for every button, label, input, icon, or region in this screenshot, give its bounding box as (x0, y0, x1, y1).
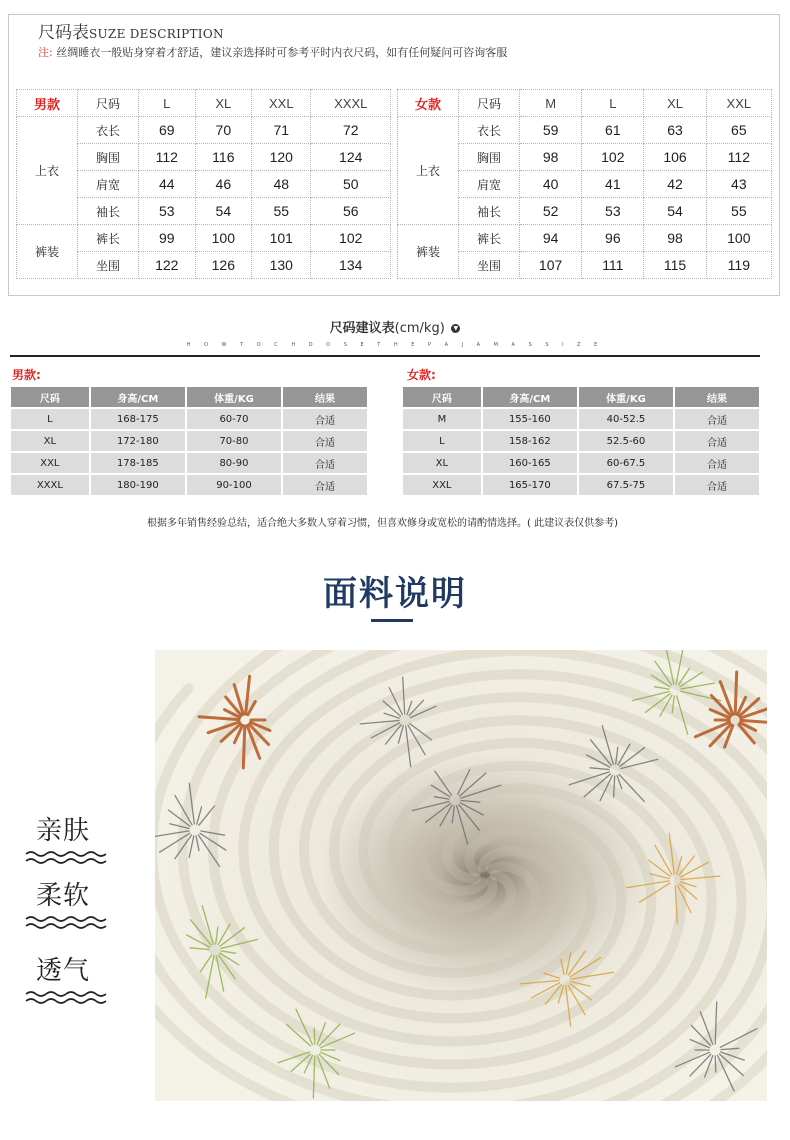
table-row (17, 225, 391, 252)
measure-value: 116 (195, 144, 252, 171)
measure-label: 坐围 (78, 252, 139, 279)
measure-value: 106 (644, 144, 706, 171)
column-header: 结果 (283, 387, 367, 407)
recommendation-note: 根据多年销售经验总结，适合绝大多数人穿着习惯，但喜欢修身或宽松的请酌情选择。( 此建议表仅供参考) (147, 518, 618, 529)
measure-value: 122 (139, 252, 196, 279)
measure-value: 112 (139, 144, 196, 171)
size-column-header: L (139, 90, 196, 117)
measure-value: 48 (252, 171, 311, 198)
table-cell: 67.5-75 (579, 475, 673, 495)
table-cell: 172-180 (91, 431, 185, 451)
size-note-label: 注: (38, 46, 53, 59)
women-recommendation-label: 女款: (407, 368, 436, 382)
measure-value: 52 (520, 198, 582, 225)
table-cell: 155-160 (483, 409, 577, 429)
fabric-title-underline (371, 619, 413, 622)
women-recommendation-table (401, 385, 761, 497)
table-cell: XXL (403, 475, 481, 495)
feature-label: 透气 (36, 956, 91, 986)
size-chart-title-cn: 尺码表 (38, 23, 89, 43)
measure-value: 61 (582, 117, 644, 144)
table-cell: 合适 (283, 431, 367, 451)
table-row (11, 431, 367, 451)
measure-value: 126 (195, 252, 252, 279)
column-header: 体重/KG (187, 387, 281, 407)
feature-item (24, 875, 114, 932)
measure-value: 55 (252, 198, 311, 225)
table-cell: 168-175 (91, 409, 185, 429)
size-column-header: XL (195, 90, 252, 117)
table-row (398, 225, 772, 252)
measure-value: 63 (644, 117, 706, 144)
table-row (17, 117, 391, 144)
table-cell: XXXL (11, 475, 89, 495)
size-column-header: XXL (252, 90, 311, 117)
size-note-text: 丝绸睡衣一般贴身穿着才舒适，建议亲选择时可参考平时内衣尺码，如有任何疑问可咨询客服 (56, 46, 508, 59)
measure-value: 100 (706, 225, 771, 252)
table-cell: L (11, 409, 89, 429)
wave-icon (24, 849, 110, 867)
women-size-table (397, 89, 772, 279)
measure-label: 衣长 (78, 117, 139, 144)
recommendation-subtitle: H O W T O C H O O S E T H E P A J A M A S S I Z E (186, 342, 604, 348)
table-cell: 178-185 (91, 453, 185, 473)
measure-value: 112 (706, 144, 771, 171)
measure-value: 130 (252, 252, 311, 279)
measure-value: 69 (139, 117, 196, 144)
wave-icon (24, 989, 110, 1007)
size-chart-title-en: SUZE DESCRIPTION (89, 27, 224, 41)
measure-value: 40 (520, 171, 582, 198)
table-cell: 165-170 (483, 475, 577, 495)
gender-label: 男款 (17, 90, 78, 117)
measure-label: 胸围 (459, 144, 520, 171)
measure-label: 袖长 (78, 198, 139, 225)
feature-label: 柔软 (36, 881, 91, 911)
measure-value: 102 (311, 225, 391, 252)
size-header-cell: 尺码 (78, 90, 139, 117)
measure-label: 裤长 (459, 225, 520, 252)
size-column-header: M (520, 90, 582, 117)
column-header: 身高/CM (483, 387, 577, 407)
measure-value: 94 (520, 225, 582, 252)
measure-value: 65 (706, 117, 771, 144)
measure-value: 53 (139, 198, 196, 225)
table-cell: 52.5-60 (579, 431, 673, 451)
measure-label: 衣长 (459, 117, 520, 144)
table-cell: 158-162 (483, 431, 577, 451)
measure-value: 42 (644, 171, 706, 198)
recommendation-unit: (cm/kg) (394, 321, 445, 336)
measure-value: 59 (520, 117, 582, 144)
measure-value: 44 (139, 171, 196, 198)
measure-value: 120 (252, 144, 311, 171)
table-cell: 70-80 (187, 431, 281, 451)
measure-value: 41 (582, 171, 644, 198)
table-row (403, 431, 759, 451)
table-cell: 合适 (283, 475, 367, 495)
arrow-down-circle-icon: ▼ (451, 324, 460, 333)
recommendation-divider (10, 355, 760, 357)
measure-value: 72 (311, 117, 391, 144)
gender-label: 女款 (398, 90, 459, 117)
measure-value: 54 (195, 198, 252, 225)
measure-value: 115 (644, 252, 706, 279)
fabric-swirl-image (155, 650, 767, 1101)
size-column-header: XL (644, 90, 706, 117)
table-cell: 60-70 (187, 409, 281, 429)
feature-item (24, 950, 114, 1007)
table-row (11, 475, 367, 495)
table-cell: XXL (11, 453, 89, 473)
measure-value: 56 (311, 198, 391, 225)
measure-label: 袖长 (459, 198, 520, 225)
measure-value: 100 (195, 225, 252, 252)
table-cell: XL (11, 431, 89, 451)
feature-item (24, 810, 114, 867)
size-column-header: XXXL (311, 90, 391, 117)
table-cell: XL (403, 453, 481, 473)
men-recommendation-table (9, 385, 369, 497)
table-cell: 合适 (675, 475, 759, 495)
measure-value: 43 (706, 171, 771, 198)
measure-value: 96 (582, 225, 644, 252)
measure-value: 101 (252, 225, 311, 252)
measure-value: 111 (582, 252, 644, 279)
wave-icon (24, 914, 110, 932)
measure-value: 70 (195, 117, 252, 144)
table-cell: 160-165 (483, 453, 577, 473)
men-recommendation-label: 男款: (12, 368, 41, 382)
measure-value: 55 (706, 198, 771, 225)
measure-value: 124 (311, 144, 391, 171)
recommendation-title (0, 317, 790, 336)
table-cell: 合适 (675, 453, 759, 473)
group-label: 上衣 (17, 117, 78, 225)
table-cell: 80-90 (187, 453, 281, 473)
size-column-header: XXL (706, 90, 771, 117)
table-cell: 40-52.5 (579, 409, 673, 429)
column-header: 尺码 (11, 387, 89, 407)
measure-value: 98 (520, 144, 582, 171)
group-label: 裤装 (17, 225, 78, 279)
measure-value: 119 (706, 252, 771, 279)
size-chart-note (38, 44, 507, 60)
table-row (403, 409, 759, 429)
measure-value: 107 (520, 252, 582, 279)
feature-label: 亲肤 (36, 816, 91, 846)
column-header: 身高/CM (91, 387, 185, 407)
size-header-cell: 尺码 (459, 90, 520, 117)
table-cell: 180-190 (91, 475, 185, 495)
size-column-header: L (582, 90, 644, 117)
table-row (403, 453, 759, 473)
table-cell: 合适 (675, 431, 759, 451)
column-header: 结果 (675, 387, 759, 407)
table-cell: 60-67.5 (579, 453, 673, 473)
measure-value: 46 (195, 171, 252, 198)
table-cell: 90-100 (187, 475, 281, 495)
column-header: 体重/KG (579, 387, 673, 407)
measure-value: 134 (311, 252, 391, 279)
fabric-title: 面料说明 (323, 574, 467, 614)
group-label: 裤装 (398, 225, 459, 279)
table-cell: 合适 (283, 453, 367, 473)
measure-label: 肩宽 (78, 171, 139, 198)
measure-value: 71 (252, 117, 311, 144)
table-row (398, 117, 772, 144)
measure-label: 裤长 (78, 225, 139, 252)
table-cell: M (403, 409, 481, 429)
measure-value: 98 (644, 225, 706, 252)
column-header: 尺码 (403, 387, 481, 407)
table-row (11, 409, 367, 429)
table-row (403, 475, 759, 495)
group-label: 上衣 (398, 117, 459, 225)
measure-value: 54 (644, 198, 706, 225)
men-size-table (16, 89, 391, 279)
measure-value: 102 (582, 144, 644, 171)
measure-label: 坐围 (459, 252, 520, 279)
table-row (11, 453, 367, 473)
measure-value: 53 (582, 198, 644, 225)
measure-value: 50 (311, 171, 391, 198)
measure-label: 胸围 (78, 144, 139, 171)
recommendation-title-text: 尺码建议表 (329, 321, 395, 336)
size-chart-title (38, 18, 224, 43)
table-cell: 合适 (283, 409, 367, 429)
table-cell: L (403, 431, 481, 451)
table-cell: 合适 (675, 409, 759, 429)
measure-value: 99 (139, 225, 196, 252)
measure-label: 肩宽 (459, 171, 520, 198)
